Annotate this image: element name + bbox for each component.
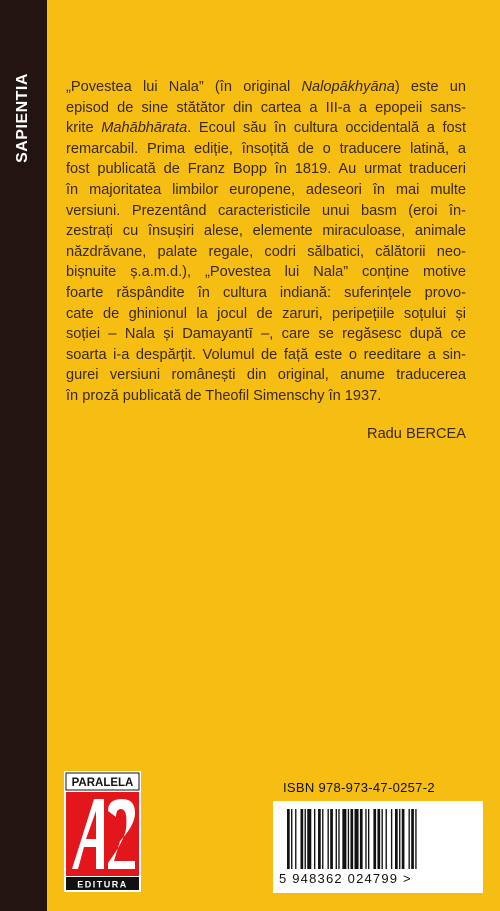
barcode-bar xyxy=(399,809,400,869)
barcode xyxy=(273,801,483,893)
barcode-bar xyxy=(395,809,398,869)
barcode-bar xyxy=(368,809,369,869)
barcode-bar xyxy=(322,809,323,869)
publisher-name: PARALELA xyxy=(71,777,134,789)
blurb-line: în proză publicată de Theofil Simenschy în 1937. xyxy=(66,387,382,404)
barcode-bar xyxy=(348,809,349,869)
blurb-line: în majoritatea limbilor europene, adeseori în mai multe xyxy=(66,181,466,198)
barcode-bar xyxy=(350,809,353,869)
blurb-line: remarcabil. Prima ediție, însoțită de o traducere latină, a xyxy=(66,140,466,157)
barcode-bar xyxy=(305,809,306,869)
publisher-logo-graphic xyxy=(64,771,141,892)
barcode-bar xyxy=(328,809,329,869)
blurb-line: năzdrăvane, palate regale, codri sălbatici, călătorii neo- xyxy=(66,243,466,260)
barcode-bar xyxy=(330,809,333,869)
blurb-line: episod de sine stătător din cartea a III-a a epopeii sans- xyxy=(66,99,466,116)
barcode-bar xyxy=(355,809,359,869)
barcode-bar xyxy=(360,809,363,869)
blurb-line: soarta i-a despărțit. Volumul de față este o reeditare a sin- xyxy=(66,346,466,363)
blurb-line: zestrați cu însușiri alese, elemente miraculoase, animale xyxy=(66,223,466,240)
blurb-line: cate de ghinionul la jocul de zaruri, peripețiile soțului și xyxy=(66,305,466,322)
barcode-bars xyxy=(287,809,467,869)
barcode-bar xyxy=(301,809,304,869)
barcode-bar xyxy=(382,809,383,869)
isbn-text: ISBN 978-973-47-0257-2 xyxy=(283,780,435,795)
blurb-author: Radu BERCEA xyxy=(367,426,466,442)
series-name: SAPIENTIA xyxy=(14,73,31,163)
barcode-bar xyxy=(287,809,290,869)
barcode-bar xyxy=(377,809,380,869)
barcode-bar xyxy=(314,809,315,869)
barcode-bar xyxy=(295,809,296,869)
barcode-bar xyxy=(318,809,321,869)
blurb-line: bișnuite ș.a.m.d.), „Povestea lui Nala” conține motive xyxy=(66,264,466,281)
blurb-line: foarte răspândite în cultura indiană: suferințele provo- xyxy=(66,284,466,301)
publisher-label: EDITURA xyxy=(77,879,128,890)
book-spine-band xyxy=(0,0,47,911)
barcode-bar xyxy=(391,809,392,869)
blurb-line: krite Mahābhārata. Ecoul său în cultura occidentală a fost xyxy=(66,120,467,137)
back-cover-blurb xyxy=(66,77,466,407)
barcode-digits: 5 948362 024799 > xyxy=(279,871,412,886)
barcode-bar xyxy=(307,809,311,869)
blurb-line: fost publicată de Franz Bopp în 1819. Au urmat traduceri xyxy=(66,161,466,178)
barcode-bar xyxy=(373,809,376,869)
publisher-number: 45 xyxy=(101,835,104,836)
barcode-bar xyxy=(338,809,339,869)
publisher-logo xyxy=(64,771,141,892)
barcode-bar xyxy=(402,809,405,869)
barcode-bar xyxy=(365,809,366,869)
blurb-line: versiuni. Prezentând caracteristicile unui basm (eroi în- xyxy=(66,202,466,219)
blurb-line: soției – Nala și Damayantī –, care se regăsesc după ce xyxy=(66,326,466,343)
barcode-bar xyxy=(411,809,414,869)
barcode-bar xyxy=(336,809,337,869)
barcode-bar xyxy=(342,809,346,869)
barcode-bar xyxy=(409,809,410,869)
barcode-bar xyxy=(386,809,387,869)
blurb-line: gurei versiuni românești din original, anume traducerea xyxy=(66,367,466,384)
barcode-bar xyxy=(291,809,292,869)
barcode-bar xyxy=(415,809,416,869)
blurb-line: „Povestea lui Nala” (în original Nalopākhyāna) este un xyxy=(66,79,466,95)
